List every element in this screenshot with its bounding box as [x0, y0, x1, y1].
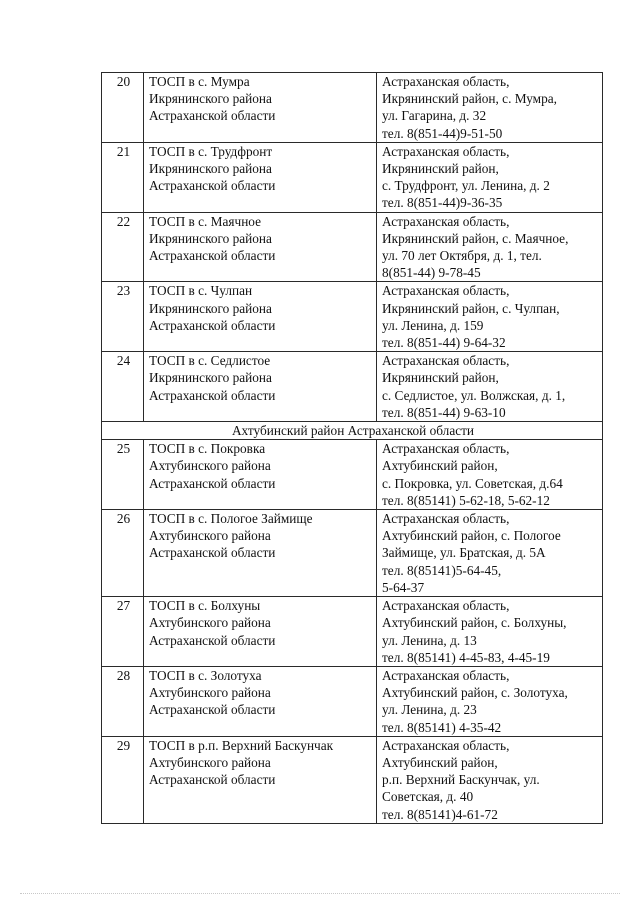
office-address-line: тел. 8(851-44) 9-63-10 [382, 404, 506, 420]
row-number: 22 [102, 212, 144, 282]
office-name-line: Икрянинского района [149, 91, 272, 107]
office-address-cell [377, 282, 603, 352]
office-address-line: ул. 70 лет Октября, д. 1, тел. [382, 248, 542, 264]
office-name-cell [144, 142, 377, 212]
office-address-line: тел. 8(851-44)9-36-35 [382, 195, 503, 211]
office-address-line: Ахтубинский район, с. Золотуха, [382, 685, 568, 701]
table-row [102, 352, 603, 422]
office-name-line: Астраханской области [149, 108, 276, 124]
table-row [102, 666, 603, 736]
row-number: 23 [102, 282, 144, 352]
table-body-icryaninsky [102, 73, 603, 422]
office-name-line: Астраханской области [149, 248, 276, 264]
office-name-line: Астраханской области [149, 317, 276, 333]
office-name-line: Астраханской области [149, 772, 276, 788]
table-row [102, 736, 603, 823]
office-address-cell [377, 736, 603, 823]
office-address-line: ул. Ленина, д. 23 [382, 702, 477, 718]
office-name-line: Икрянинского района [149, 230, 272, 246]
office-address-line: тел. 8(85141) 5-62-18, 5-62-12 [382, 492, 550, 508]
office-address-line: Астраханская область, [382, 511, 510, 527]
office-address-line: р.п. Верхний Баскунчак, ул. [382, 772, 540, 788]
table-row [102, 440, 603, 510]
office-address-line: Икрянинский район, [382, 161, 499, 177]
office-address-line: с. Трудфронт, ул. Ленина, д. 2 [382, 178, 550, 194]
office-name-line: Ахтубинского района [149, 685, 271, 701]
office-name-line: ТОСП в с. Покровка [149, 441, 266, 457]
section-header-akhtubinsky: Ахтубинский район Астраханской области [102, 422, 603, 440]
office-address-line: 8(851-44) 9-78-45 [382, 265, 481, 281]
office-address-line: Астраханская область, [382, 737, 510, 753]
office-name-cell [144, 212, 377, 282]
office-name-cell [144, 282, 377, 352]
office-address-line: Астраханская область, [382, 353, 510, 369]
office-name-line: ТОСП в с. Болхуны [149, 598, 261, 614]
office-name-line: Икрянинского района [149, 300, 272, 316]
office-name-line: Ахтубинского района [149, 528, 271, 544]
office-name-line: Ахтубинского района [149, 458, 271, 474]
office-address-line: Икрянинский район, с. Мумра, [382, 91, 557, 107]
office-address-line: Икрянинский район, с. Чулпан, [382, 300, 560, 316]
row-number: 29 [102, 736, 144, 823]
office-address-line: Икрянинский район, с. Маячное, [382, 230, 569, 246]
table-row [102, 510, 603, 597]
office-name-cell [144, 597, 377, 667]
office-name-line: ТОСП в с. Трудфронт [149, 143, 273, 159]
office-name-line: Астраханской области [149, 475, 276, 491]
office-address-line: ул. Гагарина, д. 32 [382, 108, 487, 124]
office-address-line: 5-64-37 [382, 579, 425, 595]
office-address-line: ул. Ленина, д. 13 [382, 632, 477, 648]
office-name-line: Астраханской области [149, 702, 276, 718]
office-name-cell [144, 73, 377, 143]
table-body-akhtubinsky [102, 440, 603, 823]
office-address-line: Икрянинский район, [382, 370, 499, 386]
page-edge-line [20, 893, 620, 895]
office-name-line: ТОСП в с. Маячное [149, 213, 262, 229]
table-row [102, 282, 603, 352]
office-address-line: с. Покровка, ул. Советская, д.64 [382, 475, 563, 491]
section-header-row [102, 422, 603, 440]
office-name-line: ТОСП в с. Мумра [149, 74, 250, 89]
office-address-cell [377, 142, 603, 212]
office-address-line: тел. 8(851-44) 9-64-32 [382, 335, 506, 351]
office-address-cell [377, 352, 603, 422]
office-address-line: Астраханская область, [382, 74, 510, 89]
office-address-line: тел. 8(851-44)9-51-50 [382, 125, 503, 141]
office-name-line: Икрянинского района [149, 161, 272, 177]
office-address-line: Астраханская область, [382, 441, 510, 457]
office-address-line: Советская, д. 40 [382, 789, 474, 805]
row-number: 25 [102, 440, 144, 510]
row-number: 21 [102, 142, 144, 212]
office-address-line: тел. 8(85141) 4-45-83, 4-45-19 [382, 649, 550, 665]
office-name-line: ТОСП в р.п. Верхний Баскунчак [149, 737, 334, 753]
office-name-line: Астраханской области [149, 178, 276, 194]
office-name-line: ТОСП в с. Золотуха [149, 667, 262, 683]
table-body-section [102, 422, 603, 440]
office-name-line: ТОСП в с. Седлистое [149, 353, 271, 369]
office-name-cell [144, 666, 377, 736]
office-name-line: Астраханской области [149, 545, 276, 561]
office-table [101, 72, 603, 824]
office-address-line: Ахтубинский район, с. Болхуны, [382, 615, 567, 631]
office-address-line: с. Седлистое, ул. Волжская, д. 1, [382, 387, 566, 403]
office-name-line: Икрянинского района [149, 370, 272, 386]
office-address-line: Займище, ул. Братская, д. 5А [382, 545, 546, 561]
office-address-line: тел. 8(85141) 4-35-42 [382, 719, 502, 735]
office-address-cell [377, 73, 603, 143]
office-address-line: ул. Ленина, д. 159 [382, 317, 484, 333]
row-number: 24 [102, 352, 144, 422]
office-name-cell [144, 510, 377, 597]
office-name-cell [144, 352, 377, 422]
office-address-line: Ахтубинский район, [382, 458, 498, 474]
table-row [102, 597, 603, 667]
office-name-cell [144, 736, 377, 823]
office-address-line: Астраханская область, [382, 283, 510, 299]
office-address-line: Астраханская область, [382, 598, 510, 614]
office-address-cell [377, 510, 603, 597]
office-address-line: Ахтубинский район, с. Пологое [382, 528, 561, 544]
office-address-cell [377, 666, 603, 736]
office-address-line: тел. 8(85141)5-64-45, [382, 562, 502, 578]
office-name-line: ТОСП в с. Чулпан [149, 283, 253, 299]
office-name-line: Ахтубинского района [149, 615, 271, 631]
office-address-line: тел. 8(85141)4-61-72 [382, 806, 498, 822]
office-address-cell [377, 440, 603, 510]
table-row [102, 73, 603, 143]
office-name-line: Астраханской области [149, 387, 276, 403]
office-name-cell [144, 440, 377, 510]
office-address-line: Астраханская область, [382, 213, 510, 229]
office-address-cell [377, 597, 603, 667]
row-number: 27 [102, 597, 144, 667]
office-name-line: Ахтубинского района [149, 754, 271, 770]
office-address-cell [377, 212, 603, 282]
office-name-line: Астраханской области [149, 632, 276, 648]
office-address-line: Астраханская область, [382, 143, 510, 159]
office-address-line: Ахтубинский район, [382, 754, 498, 770]
office-name-line: ТОСП в с. Пологое Займище [149, 511, 313, 527]
office-address-line: Астраханская область, [382, 667, 510, 683]
row-number: 20 [102, 73, 144, 143]
row-number: 26 [102, 510, 144, 597]
table-row [102, 212, 603, 282]
table-row [102, 142, 603, 212]
row-number: 28 [102, 666, 144, 736]
